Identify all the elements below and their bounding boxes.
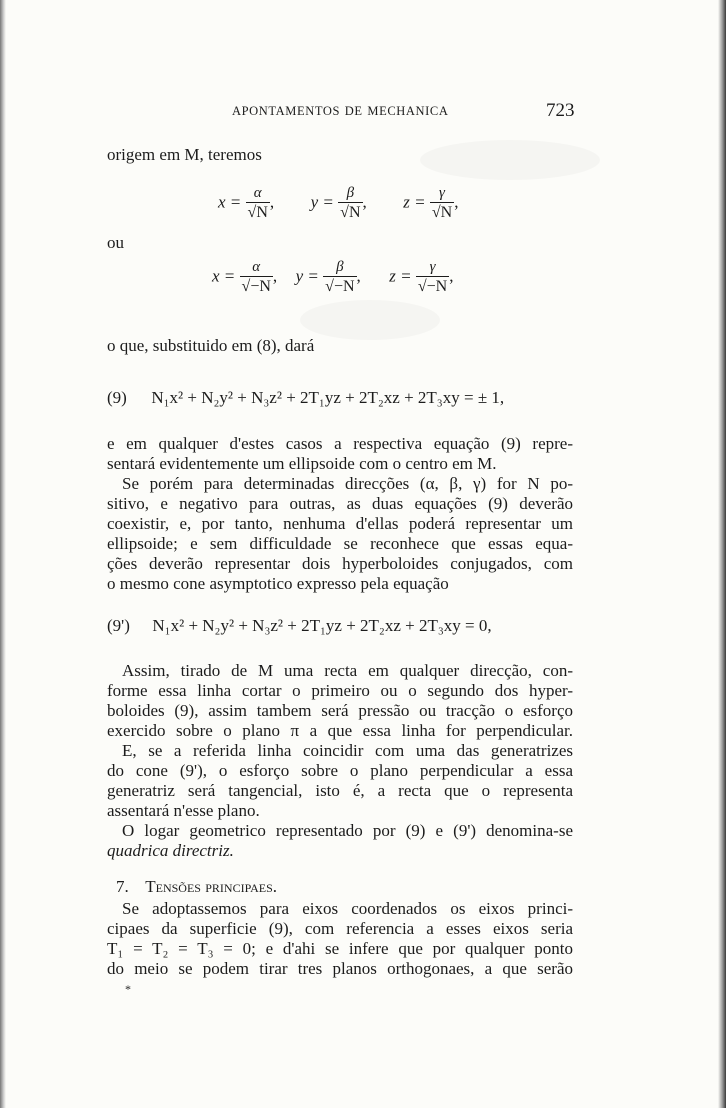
fraction-z xyxy=(430,186,454,221)
fraction-denominator: √N xyxy=(340,204,361,221)
signature-mark: * xyxy=(125,982,131,996)
fraction-numerator: γ xyxy=(439,185,445,201)
eq-y-lhs: y = xyxy=(295,266,319,286)
page-number: 723 xyxy=(546,100,575,121)
equation-9 xyxy=(107,388,504,408)
equation-imaginary-roots: x = $\frac{\alpha}{√-N}$ , y = $\frac{\beta}{√-N}$ , z = $\frac{\gamma}{√-N}$ , xyxy=(212,259,454,295)
paragraph-line: forme essa linha cortar o primeiro ou o segundo dos hyper- xyxy=(107,681,573,700)
equation-9-prime xyxy=(107,616,492,636)
section-number: 7. xyxy=(116,877,129,896)
paragraph-line: O logar geometrico representado por (9) e (9') denomina-se xyxy=(122,821,573,840)
paragraph-line: boloides (9), assim tambem será pressão ou tracção o esforço xyxy=(107,701,573,720)
paragraph-line: Se adoptassemos para eixos coordenados os eixos princi- xyxy=(122,899,573,918)
paragraph-line: do cone (9'), o esforço sobre o plano perpendicular a essa xyxy=(107,761,573,780)
fraction-numerator: α xyxy=(252,259,261,275)
eq-z-lhs: z = xyxy=(389,266,412,286)
fraction-numerator: β xyxy=(346,185,355,201)
paragraph-line: sitivo, e negativo para outras, as duas equações (9) deverão xyxy=(107,494,573,513)
fraction-z xyxy=(416,260,449,295)
eq-x-lhs: x = xyxy=(218,192,242,212)
page-right-edge-shadow xyxy=(718,0,726,1108)
paragraph-line: generatriz será tangencial, isto é, a recta que o representa xyxy=(107,781,573,800)
paragraph-line: cipaes da superficie (9), com referencia a esses eixos seria xyxy=(107,919,573,938)
equation-9-prime-label: (9') xyxy=(107,616,130,635)
fraction-denominator: √−N xyxy=(417,278,448,295)
paragraph-line: coexistir, e, por tanto, nenhuma d'ellas poderá representar um xyxy=(107,514,573,533)
paragraph-line: sentará evidentemente um ellipsoide com o centro em M. xyxy=(107,454,497,473)
paragraph-line: e em qualquer d'estes casos a respectiva equação (9) repre- xyxy=(107,434,573,453)
paragraph-line: exercido sobre o plano π a que essa linha for perpendicular. xyxy=(107,721,573,740)
equation-real-roots: x = $\frac{\alpha}{√N}$ , y = $\frac{\beta}{√N}$ , z = $\frac{\gamma}{√N}$ , xyxy=(218,185,459,221)
intro-line: origem em M, teremos xyxy=(107,145,262,164)
paragraph-line: o mesmo cone asymptotico expresso pela equação xyxy=(107,574,449,593)
paragraph-line: E, se a referida linha coincidir com uma das generatrizes xyxy=(122,741,573,760)
fraction-denominator: √N xyxy=(431,204,453,221)
paragraph-line: ellipsoide; e sem difficuldade se reconhece que essas equa- xyxy=(107,534,573,553)
paragraph-line: do meio se podem tirar tres planos orthogonaes, a que serão xyxy=(107,959,573,978)
running-title: APONTAMENTOS DE MECHANICA xyxy=(232,104,449,118)
equation-9-label: (9) xyxy=(107,388,127,407)
equation-9-body: N₁x² + N₂y² + N₃z² + 2T₁yz + 2T₂xz + 2T₃xy = ± 1, xyxy=(151,388,505,407)
paragraph-line: Se porém para determinadas direcções (α, β, γ) for N po- xyxy=(122,474,573,493)
eq-x-lhs: x = xyxy=(212,266,236,286)
substituido-line: o que, substituido em (8), dará xyxy=(107,336,315,355)
section-title: Tensões principaes. xyxy=(145,877,278,896)
fraction-numerator: α xyxy=(253,185,262,201)
eq-y-lhs: y = xyxy=(310,192,334,212)
ou-line: ou xyxy=(107,233,124,252)
paragraph-line: T₁ = T₂ = T₃ = 0; e d'ahi se infere que por qualquer ponto xyxy=(107,939,573,958)
section-heading xyxy=(116,877,277,897)
page-left-edge-shadow xyxy=(0,0,6,1108)
fraction-numerator: γ xyxy=(429,259,436,275)
paper-smudge xyxy=(300,300,440,340)
eq-z-lhs: z = xyxy=(403,192,426,212)
term-quadrica-directriz: quadrica directriz. xyxy=(107,841,234,860)
paragraph-line: Assim, tirado de M uma recta em qualquer direcção, con- xyxy=(122,661,573,680)
fraction-y xyxy=(323,260,356,295)
paragraph-line: assentará n'esse plano. xyxy=(107,801,260,820)
fraction-denominator: √N xyxy=(247,204,268,221)
fraction-x xyxy=(246,186,270,221)
fraction-denominator: √−N xyxy=(241,278,271,295)
paragraph-line: ções deverão representar dois hyperboloides conjugados, com xyxy=(107,554,573,573)
fraction-denominator: √−N xyxy=(325,278,355,295)
paper-smudge xyxy=(420,140,600,180)
equation-9-prime-body: N₁x² + N₂y² + N₃z² + 2T₁yz + 2T₂xz + 2T₃xy = 0, xyxy=(152,616,492,635)
fraction-y xyxy=(338,186,362,221)
fraction-x xyxy=(240,260,273,295)
fraction-numerator: β xyxy=(336,259,344,275)
